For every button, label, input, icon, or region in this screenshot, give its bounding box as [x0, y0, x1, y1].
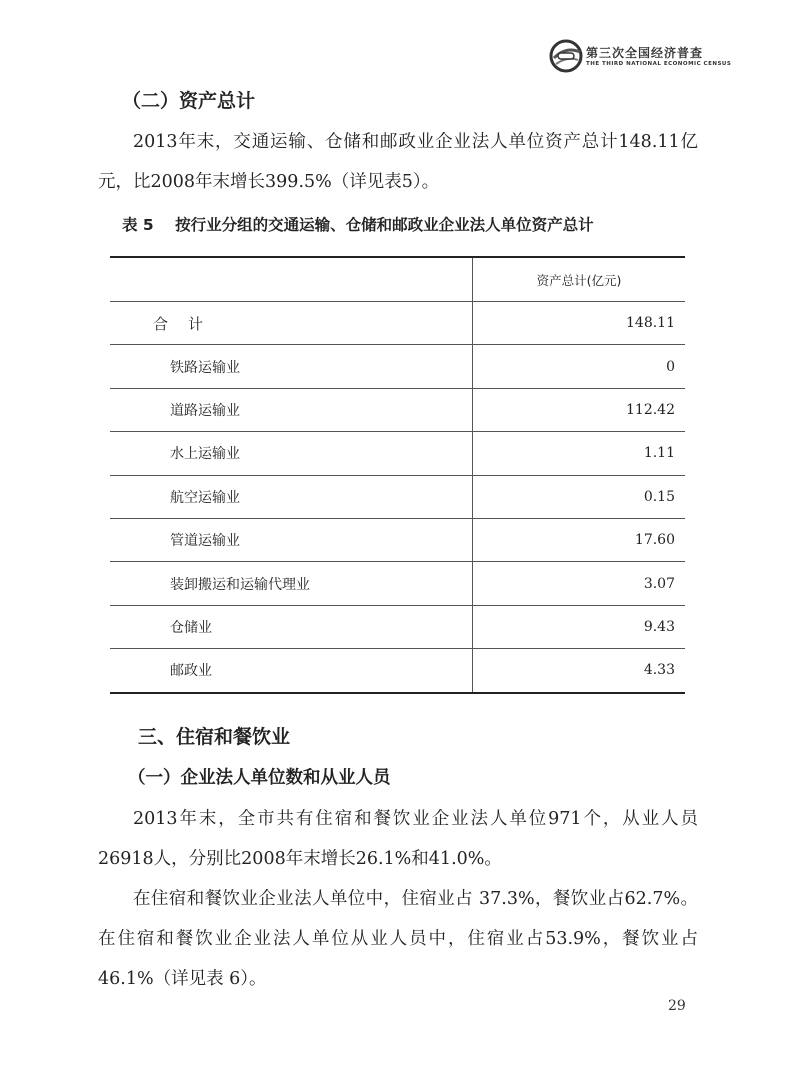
subheading-units-employees: （一）企业法人单位数和从业人员	[128, 768, 391, 788]
table-row	[110, 518, 685, 561]
table5-caption-number: 表 5	[122, 216, 154, 234]
table5-caption	[122, 213, 594, 235]
table5-caption-title: 按行业分组的交通运输、仓储和邮政业企业法人单位资产总计	[175, 216, 594, 234]
row-label: 合计	[110, 302, 473, 345]
table-row	[110, 649, 685, 693]
row-label: 水上运输业	[110, 432, 473, 475]
row-value: 4.33	[473, 649, 686, 693]
assets-paragraph: 2013年末，交通运输、仓储和邮政业企业法人单位资产总计148.11亿元，比2008年末增长399.5%（详见表5）。	[98, 132, 698, 192]
table5	[110, 256, 685, 694]
census-emblem-icon	[548, 38, 584, 74]
table-row	[110, 388, 685, 431]
row-label: 铁路运输业	[110, 345, 473, 388]
row-value: 112.42	[473, 388, 686, 431]
census-logo	[548, 38, 732, 78]
table-header-blank	[110, 257, 473, 302]
table-header-row	[110, 257, 685, 302]
row-label: 航空运输业	[110, 475, 473, 518]
table-row-total	[110, 302, 685, 345]
table-row	[110, 432, 685, 475]
logo-text-en: THE THIRD NATIONAL ECONOMIC CENSUS	[586, 61, 732, 67]
table-row	[110, 345, 685, 388]
row-label: 装卸搬运和运输代理业	[110, 562, 473, 605]
table-row	[110, 475, 685, 518]
row-value: 3.07	[473, 562, 686, 605]
row-value: 17.60	[473, 518, 686, 561]
row-label: 管道运输业	[110, 518, 473, 561]
accommodation-paragraph-1: 2013年末，全市共有住宿和餐饮业企业法人单位971个，从业人员26918人，分别比2008年末增长26.1%和41.0%。	[98, 809, 698, 869]
row-value: 0	[473, 345, 686, 388]
logo-text-cn: 第三次全国经济普查	[586, 46, 704, 60]
row-value: 9.43	[473, 605, 686, 648]
row-label: 道路运输业	[110, 388, 473, 431]
accommodation-paragraph-2: 在住宿和餐饮业企业法人单位中，住宿业占 37.3%，餐饮业占62.7%。在住宿和餐饮业企业法人单位从业人员中，住宿业占53.9%，餐饮业占 46.1%（详见表 6）。	[98, 889, 698, 989]
table-column-header: 资产总计(亿元)	[473, 257, 686, 302]
row-value: 0.15	[473, 475, 686, 518]
row-label: 邮政业	[110, 649, 473, 693]
section-heading-accommodation: 三、住宿和餐饮业	[138, 726, 291, 748]
table-row	[110, 605, 685, 648]
section-heading-assets: （二）资产总计	[122, 90, 256, 112]
row-label: 仓储业	[110, 605, 473, 648]
row-value: 1.11	[473, 432, 686, 475]
table-row	[110, 562, 685, 605]
row-value: 148.11	[473, 302, 686, 345]
page-number: 29	[668, 998, 686, 1014]
